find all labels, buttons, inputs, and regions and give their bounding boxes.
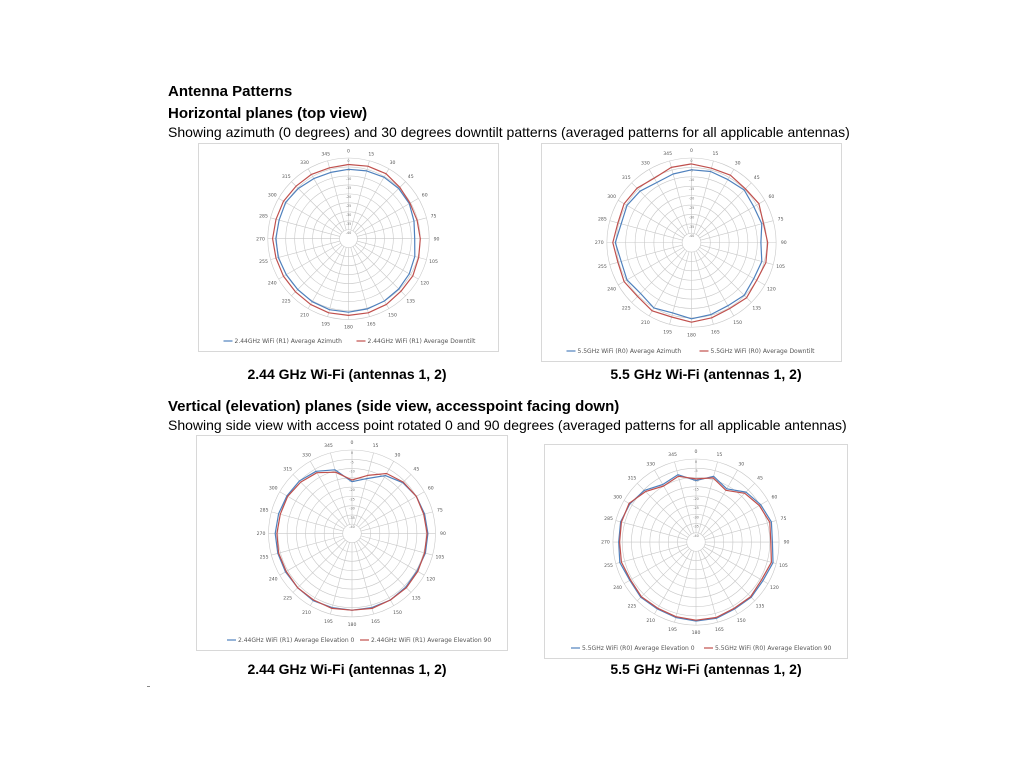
grid-spoke — [353, 246, 389, 308]
chart-panel-3 — [196, 435, 508, 651]
grid-spoke — [280, 492, 344, 529]
angle-label: 210 — [640, 321, 650, 327]
grid-spoke — [280, 538, 344, 575]
grid-spoke — [637, 549, 689, 601]
grid-spoke — [700, 200, 765, 238]
section1-title: Horizontal planes (top view) — [168, 105, 368, 122]
angle-label: 255 — [598, 265, 607, 271]
angle-label: 315 — [621, 176, 631, 182]
grid-spoke — [271, 512, 343, 531]
grid-spoke — [330, 542, 349, 614]
grid-spoke — [354, 453, 373, 525]
angle-label: 30 — [734, 161, 741, 167]
grid-spoke — [271, 241, 340, 260]
angle-label: 0 — [694, 450, 698, 456]
angle-label: 225 — [627, 604, 637, 610]
angle-label: 75 — [777, 217, 784, 223]
angle-label: 270 — [256, 237, 265, 243]
radial-label: -30 — [693, 515, 699, 520]
angle-label: 315 — [281, 175, 291, 181]
angle-label: 45 — [413, 467, 420, 473]
grid-spoke — [698, 462, 717, 533]
radial-label: -30 — [688, 215, 695, 220]
angle-label: 90 — [783, 540, 790, 546]
legend-label: 5.5GHz WiFi (R0) Average Elevation 90 — [715, 645, 832, 652]
grid-spoke — [357, 461, 394, 525]
angle-label: 180 — [687, 333, 696, 339]
grid-spoke — [624, 501, 688, 538]
angle-label: 330 — [640, 161, 650, 167]
angle-label: 270 — [601, 540, 610, 546]
grid-spoke — [291, 182, 342, 233]
grid-spoke — [649, 169, 687, 234]
angle-label: 150 — [736, 619, 746, 625]
section2-title: Vertical (elevation) planes (side view, accesspoint facing down) — [168, 398, 620, 415]
radial-label: -35 — [345, 221, 352, 226]
section2-description: Showing side view with access point rotated 0 and 90 degrees (averaged patterns for all applicable antennas) — [168, 417, 847, 433]
grid-spoke — [654, 550, 691, 614]
angle-label: 240 — [607, 287, 617, 293]
grid-spoke — [616, 521, 687, 540]
angle-label: 195 — [663, 330, 673, 336]
grid-spoke — [670, 252, 689, 325]
angle-label: 345 — [321, 152, 331, 158]
radial-label: -10 — [349, 469, 355, 474]
polar-chart-2g-vertical — [197, 436, 507, 650]
angle-label: 210 — [646, 619, 656, 625]
radial-label: -5 — [350, 460, 354, 465]
grid-spoke — [698, 551, 717, 622]
angle-label: 105 — [776, 265, 785, 271]
angle-label: 255 — [259, 260, 268, 266]
angle-label: 255 — [259, 555, 269, 561]
radial-label: -35 — [693, 524, 699, 529]
angle-label: 180 — [347, 623, 357, 629]
grid-spoke — [705, 544, 776, 563]
caption-5g-vertical: 5.5 GHz Wi-Fi (antennas 1, 2) — [610, 661, 802, 677]
radial-label: -5 — [346, 167, 351, 172]
grid-spoke — [698, 249, 751, 302]
grid-spoke — [700, 247, 765, 285]
angle-label: 90 — [440, 532, 446, 538]
angle-label: 0 — [347, 149, 350, 155]
grid-spoke — [328, 247, 347, 316]
angle-label: 30 — [738, 462, 745, 468]
angle-label: 30 — [389, 161, 396, 167]
grid-spoke — [357, 218, 426, 237]
angle-label: 135 — [752, 306, 762, 312]
radial-label: -5 — [689, 168, 694, 173]
grid-spoke — [355, 245, 406, 296]
radial-label: -30 — [349, 506, 355, 511]
grid-spoke — [703, 549, 755, 601]
caption-5g-horizontal: 5.5 GHz Wi-Fi (antennas 1, 2) — [610, 366, 802, 382]
angle-label: 285 — [604, 517, 613, 523]
grid-spoke — [271, 218, 340, 237]
grid-spoke — [293, 540, 345, 592]
radial-label: -30 — [345, 212, 352, 217]
grid-spoke — [279, 243, 341, 279]
grid-spoke — [624, 547, 688, 584]
radial-label: 0 — [350, 451, 354, 455]
angle-label: 60 — [768, 195, 775, 201]
angle-label: 225 — [281, 299, 291, 305]
grid-spoke — [353, 169, 389, 231]
grid-spoke — [361, 512, 433, 531]
angle-label: 105 — [435, 555, 445, 561]
legend-label: 2.44GHz WiFi (R1) Average Azimuth — [234, 338, 342, 345]
angle-label: 345 — [663, 152, 673, 158]
chart-panel-4 — [544, 444, 848, 659]
angle-label: 45 — [407, 175, 414, 181]
radial-label: 0 — [347, 159, 350, 163]
angle-label: 270 — [256, 532, 266, 538]
angle-label: 165 — [371, 619, 380, 625]
grid-spoke — [701, 550, 738, 614]
legend-label: 5.5GHz WiFi (R0) Average Downtilt — [710, 348, 815, 355]
angle-label: 45 — [753, 176, 760, 182]
radial-label: -40 — [693, 533, 699, 538]
angle-label: 255 — [604, 564, 613, 570]
angle-label: 195 — [324, 619, 333, 625]
radial-label: -15 — [349, 478, 355, 483]
grid-spoke — [291, 245, 342, 296]
grid-spoke — [354, 542, 373, 614]
angle-label: 75 — [436, 508, 443, 514]
angle-label: 120 — [770, 585, 779, 591]
angle-label: 135 — [755, 604, 765, 610]
angle-label: 60 — [421, 193, 428, 199]
grid-spoke — [616, 544, 687, 563]
angle-label: 135 — [406, 299, 416, 305]
angle-label: 15 — [712, 152, 719, 158]
angle-label: 105 — [429, 260, 438, 266]
angle-label: 30 — [394, 453, 401, 459]
grid-spoke — [698, 183, 751, 236]
radial-label: -40 — [345, 230, 352, 235]
radial-label: 0 — [694, 460, 698, 464]
radial-label: -10 — [693, 478, 699, 483]
angle-label: 225 — [621, 306, 631, 312]
angle-label: 60 — [427, 486, 434, 492]
angle-label: 225 — [283, 596, 293, 602]
radial-label: -25 — [345, 203, 352, 208]
radial-label: -10 — [688, 177, 695, 182]
angle-label: 150 — [393, 610, 402, 616]
grid-spoke — [618, 200, 683, 238]
section1-description: Showing azimuth (0 degrees) and 30 degrees downtilt patterns (averaged patterns for all applicable antennas) — [168, 124, 850, 140]
legend-label: 5.5GHz WiFi (R0) Average Elevation 0 — [582, 645, 695, 652]
angle-label: 300 — [267, 193, 277, 199]
grid-spoke — [705, 521, 776, 540]
grid-spoke — [701, 470, 738, 534]
grid-spoke — [704, 547, 768, 584]
radial-label: -20 — [688, 196, 695, 201]
radial-label: -35 — [349, 515, 355, 520]
angle-label: 315 — [283, 467, 293, 473]
page-title: Antenna Patterns — [168, 83, 293, 100]
angle-label: 60 — [771, 495, 778, 501]
angle-label: 165 — [715, 628, 724, 634]
polar-chart-2g-horizontal — [199, 144, 498, 351]
angle-label: 330 — [646, 462, 656, 468]
angle-label: 120 — [420, 281, 430, 287]
angle-label: 90 — [780, 241, 787, 247]
grid-spoke — [360, 538, 424, 575]
angle-label: 210 — [302, 610, 311, 616]
radial-label: -25 — [349, 497, 355, 502]
angle-label: 300 — [607, 195, 617, 201]
angle-label: 165 — [366, 322, 376, 328]
angle-label: 240 — [268, 577, 278, 583]
angle-label: 105 — [779, 564, 788, 570]
angle-label: 285 — [259, 214, 268, 220]
polar-chart-5g-horizontal — [542, 144, 841, 361]
grid-spoke — [308, 246, 344, 308]
angle-label: 45 — [757, 476, 763, 482]
angle-label: 120 — [766, 287, 776, 293]
grid-spoke — [330, 453, 349, 525]
angle-label: 300 — [268, 486, 278, 492]
caption-2g-horizontal: 2.44 GHz Wi-Fi (antennas 1, 2) — [247, 366, 447, 382]
grid-spoke — [632, 249, 685, 302]
grid-spoke — [355, 182, 406, 233]
radial-label: -5 — [694, 469, 698, 474]
angle-label: 240 — [613, 585, 622, 591]
stray-mark — [147, 686, 150, 687]
grid-spoke — [649, 251, 687, 316]
angle-label: 150 — [733, 321, 743, 327]
radial-label: -25 — [688, 206, 695, 211]
angle-label: 240 — [267, 281, 277, 287]
angle-label: 15 — [716, 453, 723, 459]
angle-label: 15 — [372, 444, 379, 450]
legend-label: 2.44GHz WiFi (R1) Average Downtilt — [367, 338, 476, 345]
chart-panel-2 — [541, 143, 842, 362]
radial-label: -10 — [345, 176, 352, 181]
grid-spoke — [360, 492, 424, 529]
chart-panel-1 — [198, 143, 499, 352]
grid-spoke — [618, 247, 683, 285]
angle-label: 210 — [300, 313, 309, 319]
radial-label: -40 — [349, 525, 355, 530]
grid-spoke — [694, 252, 713, 325]
angle-label: 15 — [368, 152, 375, 158]
legend-label: 5.5GHz WiFi (R0) Average Azimuth — [577, 348, 682, 355]
grid-spoke — [670, 161, 689, 234]
angle-label: 345 — [668, 453, 677, 459]
radial-label: -25 — [693, 506, 699, 511]
angle-label: 150 — [388, 313, 397, 319]
radial-label: -35 — [688, 224, 695, 229]
grid-spoke — [361, 536, 433, 555]
radial-label: -15 — [693, 487, 699, 492]
angle-label: 330 — [302, 453, 311, 459]
radial-label: -20 — [349, 488, 355, 493]
angle-label: 345 — [324, 444, 333, 450]
angle-label: 285 — [598, 217, 607, 223]
angle-label: 180 — [344, 325, 353, 331]
angle-label: 0 — [690, 148, 693, 154]
radial-label: 0 — [690, 159, 693, 163]
angle-label: 0 — [350, 441, 354, 447]
grid-spoke — [674, 551, 693, 622]
grid-spoke — [357, 241, 426, 260]
caption-2g-vertical: 2.44 GHz Wi-Fi (antennas 1, 2) — [247, 661, 447, 677]
angle-label: 300 — [613, 495, 622, 501]
angle-label: 330 — [300, 161, 309, 167]
radial-label: -15 — [345, 185, 352, 190]
angle-label: 75 — [780, 517, 787, 523]
grid-spoke — [271, 536, 343, 555]
legend-label: 2.44GHz WiFi (R1) Average Elevation 0 — [238, 637, 355, 644]
grid-spoke — [357, 541, 394, 605]
grid-spoke — [359, 540, 411, 592]
angle-label: 195 — [668, 628, 677, 634]
grid-spoke — [351, 247, 370, 316]
radial-label: -20 — [345, 194, 352, 199]
radial-label: -20 — [693, 496, 699, 501]
angle-label: 315 — [627, 476, 637, 482]
legend-label: 2.44GHz WiFi (R1) Average Elevation 90 — [371, 637, 492, 644]
grid-spoke — [674, 462, 693, 533]
radial-label: -40 — [688, 234, 695, 239]
angle-label: 120 — [426, 577, 436, 583]
angle-label: 75 — [430, 214, 437, 220]
grid-spoke — [310, 541, 347, 605]
grid-spoke — [279, 198, 341, 234]
angle-label: 90 — [433, 237, 440, 243]
angle-label: 135 — [411, 596, 421, 602]
angle-label: 285 — [259, 508, 269, 514]
radial-label: -15 — [688, 187, 695, 192]
angle-label: 165 — [710, 330, 720, 336]
angle-label: 180 — [691, 631, 701, 637]
grid-spoke — [704, 501, 768, 538]
angle-label: 270 — [594, 241, 604, 247]
polar-chart-5g-vertical — [545, 445, 847, 658]
angle-label: 195 — [321, 322, 331, 328]
